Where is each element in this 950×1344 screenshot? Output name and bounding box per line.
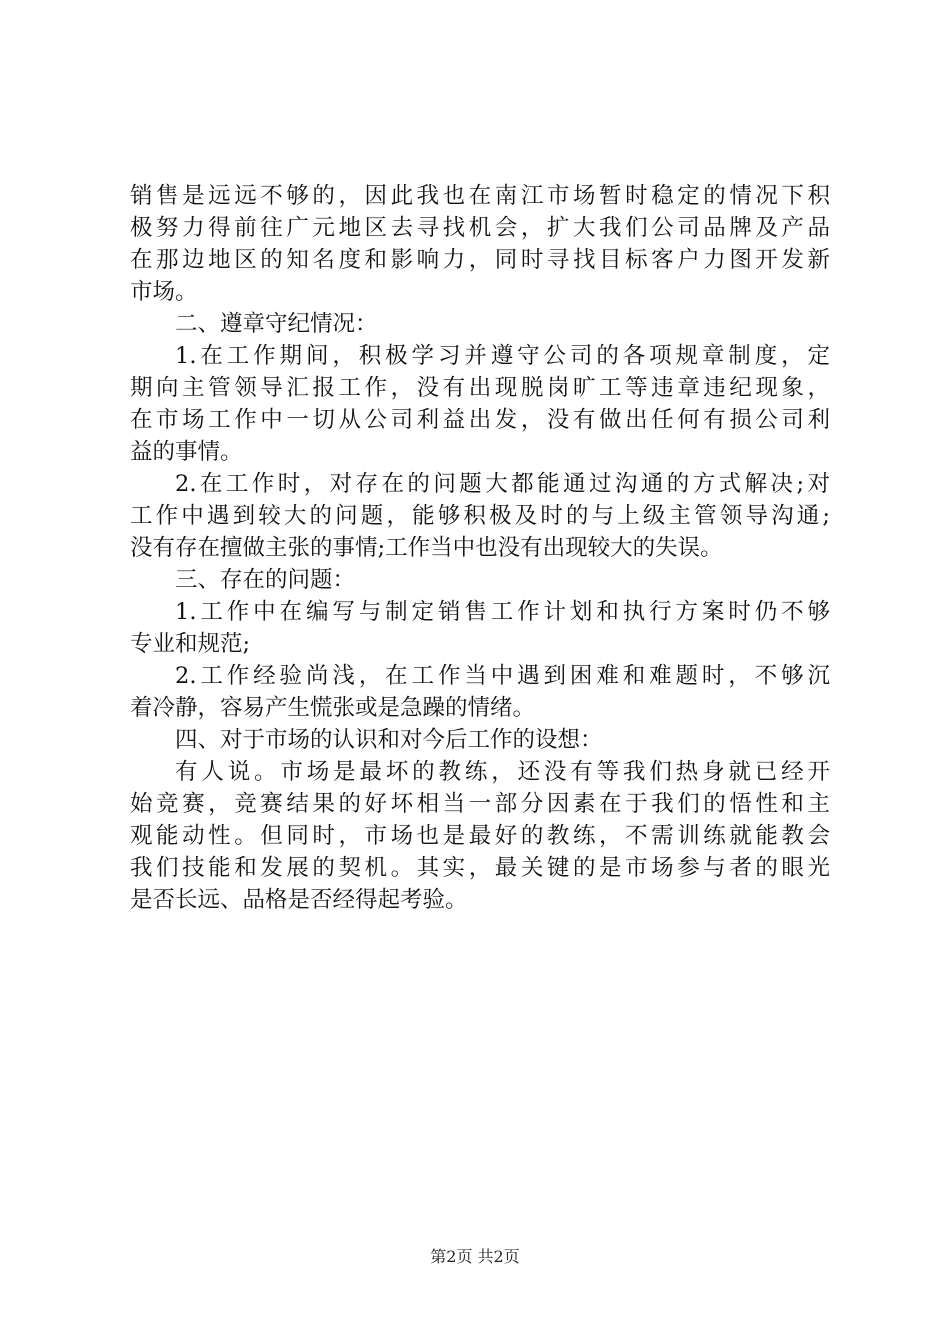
text-line: 市场。 — [130, 279, 198, 305]
text-line: 期向主管领导汇报工作，没有出现脱岗旷工等违章违纪现象， — [130, 375, 830, 401]
text-line: 是否长远、品格是否经得起考验。 — [130, 887, 468, 913]
text-line: 工作中遇到较大的问题，能够积极及时的与上级主管领导沟通; — [130, 503, 830, 529]
text-line: 没有存在擅做主张的事情;工作当中也没有出现较大的失误。 — [130, 535, 723, 561]
text-line: 2.在工作时，对存在的问题大都能通过沟通的方式解决;对 — [175, 471, 830, 497]
text-line: 观能动性。但同时，市场也是最好的教练，不需训练就能教会 — [130, 823, 830, 849]
section-heading: 二、遵章守纪情况： — [175, 311, 378, 337]
text-line: 专业和规范; — [130, 631, 251, 657]
text-line: 在那边地区的知名度和影响力，同时寻找目标客户力图开发新 — [130, 247, 830, 273]
text-line: 在市场工作中一切从公司利益出发，没有做出任何有损公司利 — [130, 407, 830, 433]
section-heading: 四、对于市场的认识和对今后工作的设想： — [175, 727, 603, 753]
text-line: 有人说。市场是最坏的教练，还没有等我们热身就已经开 — [175, 759, 830, 785]
text-line: 1.在工作期间，积极学习并遵守公司的各项规章制度，定 — [175, 343, 830, 369]
text-line: 始竞赛，竞赛结果的好坏相当一部分因素在于我们的悟性和主 — [130, 791, 830, 817]
text-line: 销售是远远不够的，因此我也在南江市场暂时稳定的情况下积 — [130, 183, 830, 209]
text-line: 极努力得前往广元地区去寻找机会，扩大我们公司品牌及产品 — [130, 215, 830, 241]
text-line: 着冷静，容易产生慌张或是急躁的情绪。 — [130, 695, 536, 721]
page-number-footer: 第2页 共2页 — [430, 1247, 520, 1266]
section-heading: 三、存在的问题： — [175, 567, 356, 593]
text-line: 1.工作中在编写与制定销售工作计划和执行方案时仍不够 — [175, 599, 830, 625]
text-line: 益的事情。 — [130, 439, 243, 465]
text-line: 2.工作经验尚浅，在工作当中遇到困难和难题时，不够沉 — [175, 663, 830, 689]
text-line: 我们技能和发展的契机。其实，最关键的是市场参与者的眼光 — [130, 855, 830, 881]
document-body — [130, 180, 830, 916]
